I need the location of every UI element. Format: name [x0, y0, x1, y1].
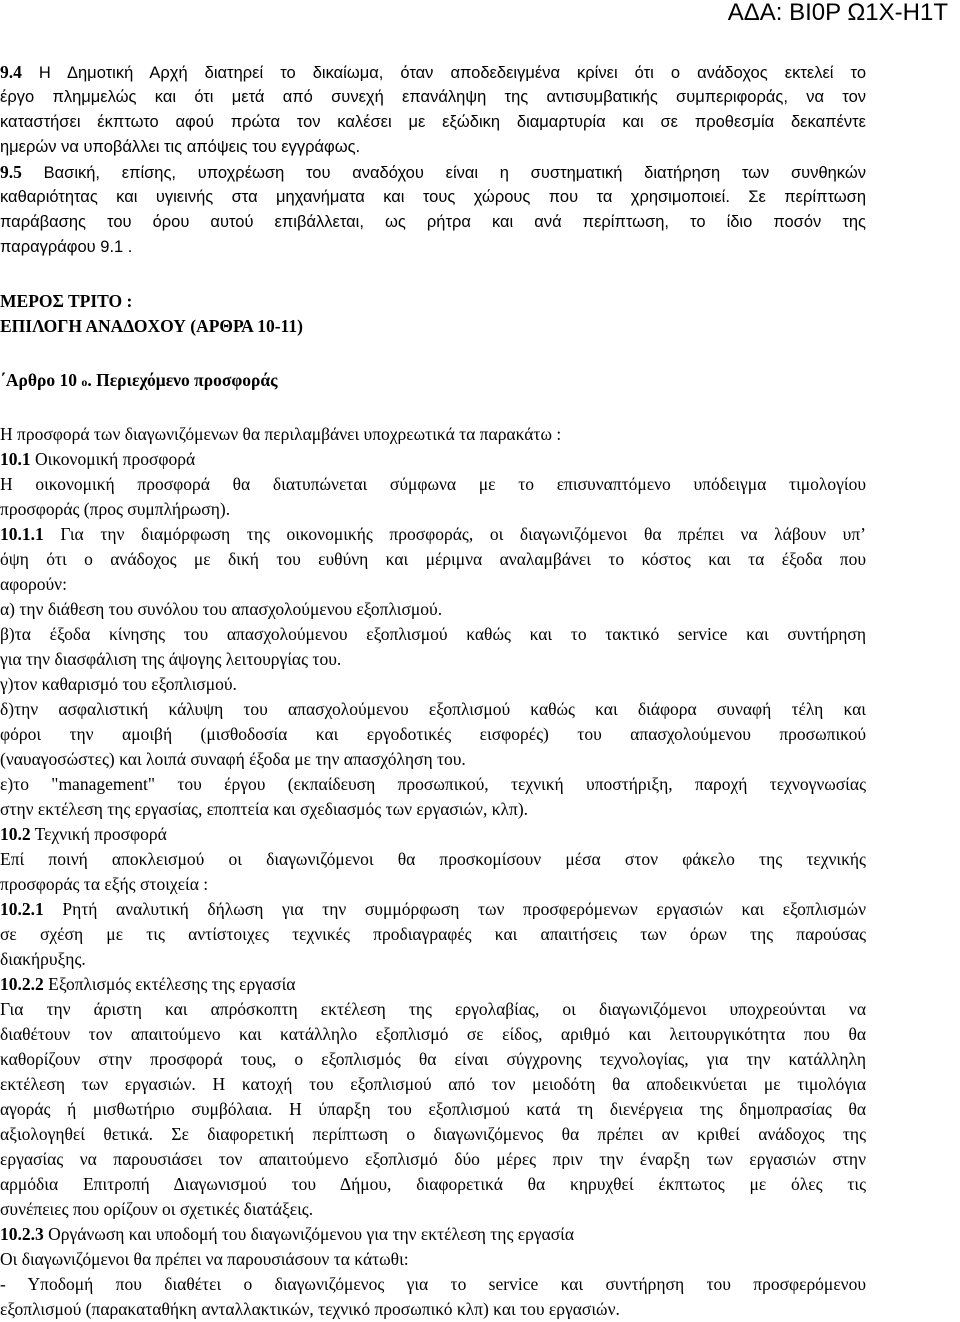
- paragraph-number: 9.5: [0, 162, 22, 182]
- paragraph-9-5: [0, 160, 866, 260]
- section-heading: 10.2.2 Εξοπλισμός εκτέλεσης της εργασία: [0, 974, 296, 994]
- text-line: έργο πλημμελώς και ότι μετά από συνεχή επανάληψη της αντισυμβατικής συμπεριφοράς, να τον: [0, 88, 866, 106]
- text-line: προσφοράς (προς συμπλήρωση).: [0, 499, 231, 519]
- section-heading: 10.1 Οικονομική προσφορά: [0, 449, 196, 469]
- text-line: ημερών να υποβάλλει τις απόψεις του εγγράφως.: [0, 138, 361, 156]
- text-line: προσφοράς τα εξής στοιχεία :: [0, 874, 209, 894]
- spacer: [0, 339, 866, 368]
- text-line: Η οικονομική προσφορά θα διατυπώνεται σύμφωνα με το επισυναπτόμενο υπόδειγμα τιμολογίου: [0, 474, 866, 494]
- text-line: αρμόδια Επιτροπή Διαγωνισμού του Δήμου, διαφορετικά θα κηρυχθεί έκπτωτος με όλες τις: [0, 1174, 866, 1194]
- text-line: 10.2.1 Ρητή αναλυτική δήλωση για την συμμόρφωση των προσφερόμενων εργασιών και εξοπλισμών: [0, 899, 866, 919]
- text-line: (ναυαγοσώστες) και λοιπά συναφή έξοδα με την απασχόληση του.: [0, 749, 466, 769]
- text-line: σε σχέση με τις αντίστοιχες τεχνικές προδιαγραφές και απαιτήσεις των όρων της παρούσας: [0, 924, 866, 944]
- article-heading: ΄Αρθρο 10 ο. Περιεχόμενο προσφοράς: [0, 370, 278, 390]
- list-item: - Υποδομή που διαθέτει ο διαγωνιζόμενος για το service και συντήρηση του προσφερόμενου: [0, 1274, 866, 1294]
- text-line: εργασίας να παρουσιάσει τον απαιτούμενο εξοπλισμό δύο μέρες πριν την έναρξη των εργασιών στην: [0, 1149, 866, 1169]
- list-item: β)τα έξοδα κίνησης του απασχολούμενου εξοπλισμού καθώς και το τακτικό service και συντήρηση: [0, 624, 866, 644]
- text-line: καταστήσει έκπτωτο αφού πρώτα τον καλέσει με εξώδικη διαμαρτυρία και σε προθεσμία δεκαπέντε: [0, 113, 866, 131]
- text-line: εξοπλισμού (παρακαταθήκη ανταλλακτικών, τεχνικό προσωπικό κλπ) και του εργασιών.: [0, 1299, 620, 1319]
- part-heading: [0, 289, 866, 339]
- text-line: διακήρυξης.: [0, 949, 86, 969]
- paragraph-9-4: [0, 60, 866, 160]
- part-title: ΜΕΡΟΣ ΤΡΙΤΟ :: [0, 291, 133, 311]
- text-line: για την διασφάλιση της άψογης λειτουργίας του.: [0, 649, 342, 669]
- document-page: [0, 60, 866, 1322]
- text-line: διαθέτουν τον απαιτούμενο και κατάλληλο εξοπλισμό σε είδος, αριθμό και λειτουργικότητα που θα: [0, 1024, 866, 1044]
- text-line: αγοράς ή μισθωτήριο συμβόλαια. Η ύπαρξη του εξοπλισμού κατά τη διενέργεια της δημοπρασίας θα: [0, 1099, 866, 1119]
- text-line: Για την άριστη και απρόσκοπτη εκτέλεση της εργολαβίας, οι διαγωνιζόμενοι υποχρεούνται να: [0, 999, 866, 1019]
- text-line: στην εκτέλεση της εργασίας, εποπτεία και σχεδιασμός των εργασιών, κλπ).: [0, 799, 529, 819]
- list-item: α) την διάθεση του συνόλου του απασχολούμενου εξοπλισμού.: [0, 599, 443, 619]
- list-item: ε)το "management" του έργου (εκπαίδευση προσωπικού, τεχνική υποστήριξη, παροχή τεχνογνωσίας: [0, 774, 866, 794]
- text-span: Βασική, επίσης, υποχρέωση του αναδόχου είναι η συστηματική διατήρηση των συνθηκών: [21, 164, 866, 182]
- paragraph-number: 9.4: [0, 62, 22, 82]
- text-line: Επί ποινή αποκλεισμού οι διαγωνιζόμενοι θα προσκομίσουν μέσα στον φάκελο της τεχνικής: [0, 849, 866, 869]
- text-line: παράβασης του όρου αυτού επιβάλλεται, ως ρήτρα και ανά περίπτωση, το ίδιο ποσόν της: [0, 213, 866, 231]
- section-10-2-1: [0, 897, 866, 972]
- section-heading: 10.2 Τεχνική προσφορά: [0, 824, 167, 844]
- section-10-2-3: [0, 1222, 866, 1322]
- text-line: καθαριότητας και υγιεινής στα μηχανήματα και τους χώρους που τα χρησιμοποιεί. Σε περίπτωση: [0, 188, 866, 206]
- text-line: εκτέλεση των εργασιών. Η κατοχή του εξοπλισμού από τον μειοδότη θα αποδεικνύεται με τιμολόγια: [0, 1074, 866, 1094]
- section-heading: 10.2.3 Οργάνωση και υποδομή του διαγωνιζόμενου για την εκτέλεση της εργασία: [0, 1224, 575, 1244]
- section-10-2: [0, 822, 866, 897]
- ada-code: ΑΔΑ: ΒΙ0Ρ Ω1Χ-Η1Τ: [727, 0, 948, 26]
- spacer: [0, 260, 866, 289]
- text-line: [0, 160, 866, 185]
- text-line: συνέπειες που ορίζουν οι σχετικές διατάξεις.: [0, 1199, 314, 1219]
- text-line: όψη ότι ο ανάδοχος με δική του ευθύνη και μέριμνα αναλαμβάνει το κόστος και τα έξοδα που: [0, 549, 866, 569]
- text-line: παραγράφου 9.1 .: [0, 238, 133, 256]
- section-10-1-1: [0, 522, 866, 822]
- list-item: δ)την ασφαλιστική κάλυψη του απασχολούμενου εξοπλισμού καθώς και διάφορα συναφή τέλη και: [0, 699, 866, 719]
- text-line: αξιολογηθεί θετικά. Σε διαφορετική περίπτωση ο διαγωνιζόμενος θα πρέπει αν κριθεί ανάδοχος της: [0, 1124, 866, 1144]
- intro-text: Η προσφορά των διαγωνιζόμενων θα περιλαμβάνει υποχρεωτικά τα παρακάτω :: [0, 424, 562, 444]
- text-line: Οι διαγωνιζόμενοι θα πρέπει να παρουσιάσουν τα κάτωθι:: [0, 1249, 409, 1269]
- part-subtitle: ΕΠΙΛΟΓΗ ΑΝΑΔΟΧΟΥ (ΑΡΘΡΑ 10-11): [0, 316, 303, 336]
- text-line: καθορίζουν στην προσφορά τους, ο εξοπλισμός θα είναι σύγχρονης τεχνολογίας, για την κατάλληλη: [0, 1049, 866, 1069]
- text-span: Η Δημοτική Αρχή διατηρεί το δικαίωμα, όταν αποδεδειγμένα κρίνει ότι ο ανάδοχος εκτελεί το: [21, 64, 866, 82]
- text-line: αφορούν:: [0, 574, 67, 594]
- list-item: γ)τον καθαρισμό του εξοπλισμού.: [0, 674, 237, 694]
- text-line: [0, 60, 866, 85]
- section-10-1: [0, 447, 866, 522]
- section-10-2-2: [0, 972, 866, 1222]
- text-line: φόροι την αμοιβή (μισθοδοσία και εργοδοτικές εισφορές) του απασχολούμενου προσωπικού: [0, 724, 866, 744]
- spacer: [0, 393, 866, 422]
- text-line: 10.1.1 Για την διαμόρφωση της οικονομικής προσφοράς, οι διαγωνιζόμενοι θα πρέπει να λάβουν υπ’: [0, 524, 866, 544]
